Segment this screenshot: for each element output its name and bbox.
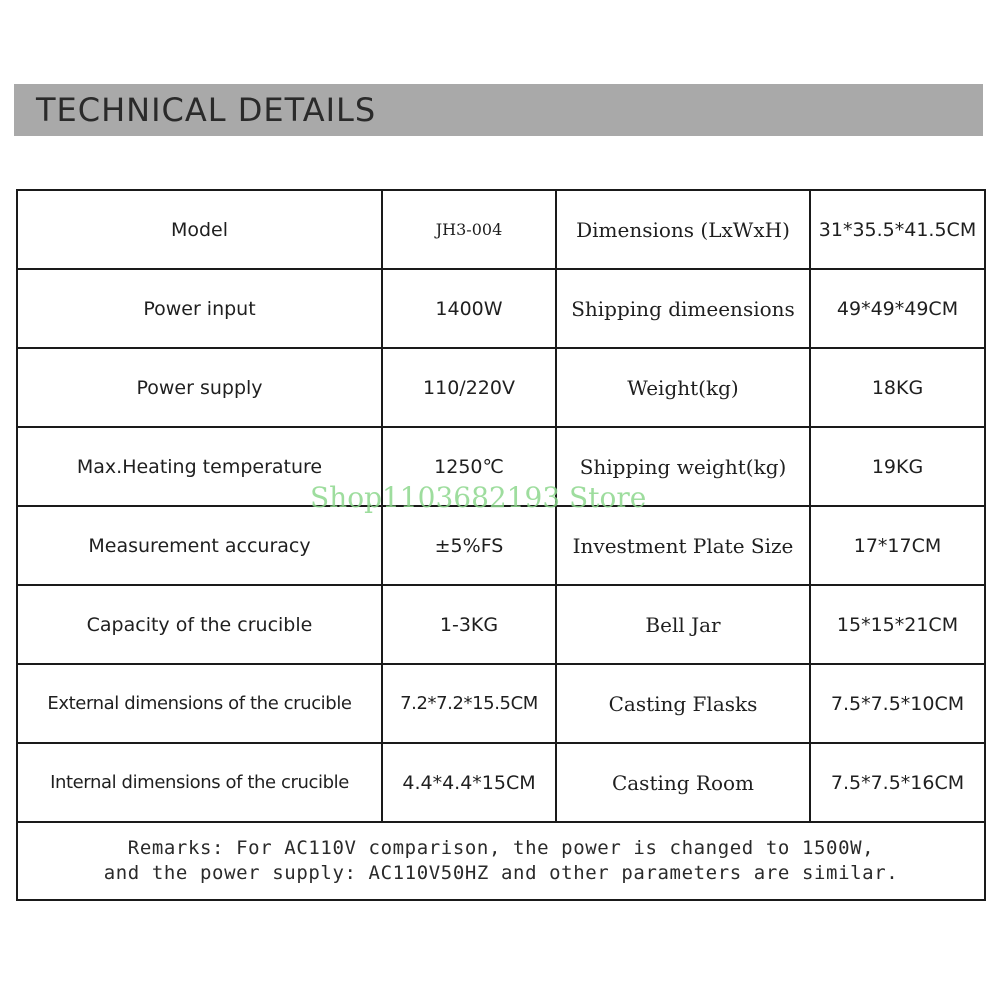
spec-label: Internal dimensions of the crucible: [17, 743, 382, 822]
spec-value: JH3-004: [382, 190, 556, 269]
specs-table: [16, 189, 986, 901]
remarks-line: and the power supply: AC110V50HZ and other parameters are similar.: [103, 862, 899, 884]
spec-label: Weight(kg): [556, 348, 810, 427]
spec-value: 110/220V: [382, 348, 556, 427]
spec-value: 7.5*7.5*16CM: [810, 743, 985, 822]
spec-value: 49*49*49CM: [810, 269, 985, 348]
table-row: [17, 743, 985, 822]
spec-value: ±5%FS: [382, 506, 556, 585]
spec-label: Casting Room: [556, 743, 810, 822]
spec-label: Power input: [17, 269, 382, 348]
spec-value: 15*15*21CM: [810, 585, 985, 664]
table-row: [17, 822, 985, 900]
spec-label: Measurement accuracy: [17, 506, 382, 585]
spec-value: 7.2*7.2*15.5CM: [382, 664, 556, 743]
spec-label: Shipping dimeensions: [556, 269, 810, 348]
page-title: TECHNICAL DETAILS: [36, 91, 377, 129]
spec-label: Bell Jar: [556, 585, 810, 664]
spec-value: 7.5*7.5*10CM: [810, 664, 985, 743]
table-row: [17, 664, 985, 743]
table-row: [17, 506, 985, 585]
table-row: [17, 190, 985, 269]
spec-value: 19KG: [810, 427, 985, 506]
store-watermark: Shop1103682193 Store: [310, 481, 647, 514]
header-band: [14, 84, 983, 136]
spec-label: Casting Flasks: [556, 664, 810, 743]
spec-label: Shipping weight(kg): [556, 427, 810, 506]
spec-label: Power supply: [17, 348, 382, 427]
table-row: [17, 427, 985, 506]
spec-label: Investment Plate Size: [556, 506, 810, 585]
spec-value: 1400W: [382, 269, 556, 348]
spec-value: 4.4*4.4*15CM: [382, 743, 556, 822]
spec-label: Capacity of the crucible: [17, 585, 382, 664]
spec-label: External dimensions of the crucible: [17, 664, 382, 743]
spec-value: 18KG: [810, 348, 985, 427]
spec-value: 1250℃: [382, 427, 556, 506]
spec-label: Max.Heating temperature: [17, 427, 382, 506]
table-row: [17, 269, 985, 348]
remarks-cell: [17, 822, 985, 900]
spec-value: 17*17CM: [810, 506, 985, 585]
table-row: [17, 585, 985, 664]
spec-value: 31*35.5*41.5CM: [810, 190, 985, 269]
spec-label: Dimensions (LxWxH): [556, 190, 810, 269]
spec-value: 1-3KG: [382, 585, 556, 664]
remarks-line: Remarks: For AC110V comparison, the power is changed to 1500W,: [127, 837, 875, 859]
spec-label: Model: [17, 190, 382, 269]
table-row: [17, 348, 985, 427]
